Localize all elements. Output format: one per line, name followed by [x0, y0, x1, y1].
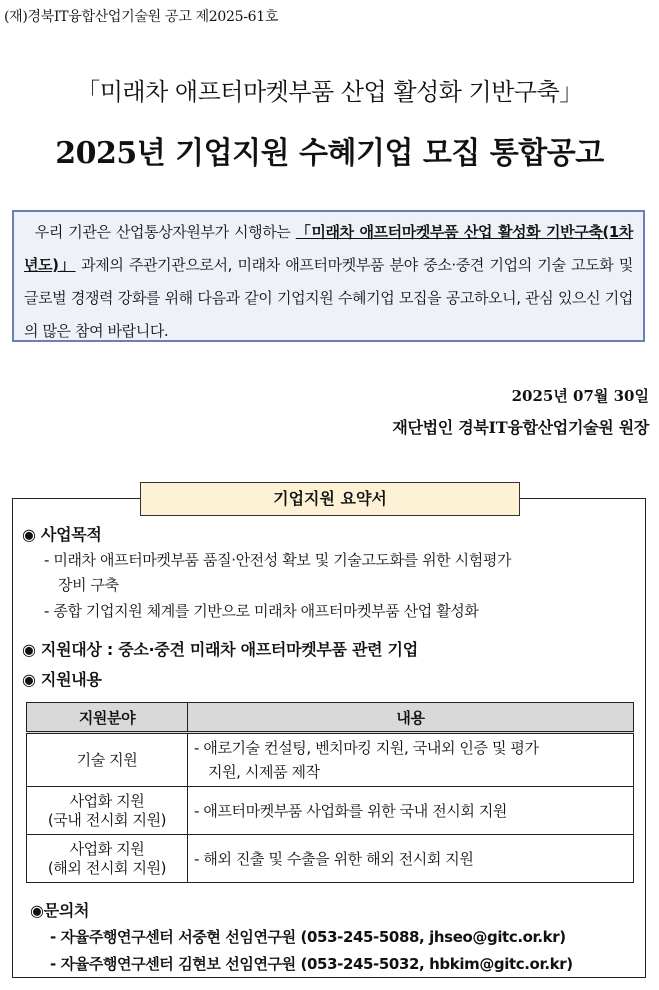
row-description-line: - 애프터마켓부품 사업화를 위한 국내 전시회 지원 [194, 801, 508, 820]
support-target: ◉ 지원대상 : 중소·중견 미래차 애프터마켓부품 관련 기업 [22, 640, 418, 659]
intro-after: 과제의 주관기관으로서, 미래차 애프터마켓부품 분야 중소·중견 기업의 기술 고도화 및 글로벌 경쟁력 강화를 위해 다음과 같이 기업지원 수혜기업 모집을 공고하오니, 관심 있으신 기업의 많은 참여 바랍니다. [24, 256, 633, 340]
row-category-label: 사업화 지원 [69, 839, 145, 858]
title-line-2: 2025년 기업지원 수혜기업 모집 통합공고 [55, 136, 604, 171]
purpose-heading: ◉ 사업목적 [22, 525, 102, 544]
table-row [27, 835, 634, 883]
row-category-sub: (국내 전시회 지원) [47, 810, 167, 829]
issuer: 재단법인 경북IT융합산업기술원 원장 [392, 418, 649, 437]
table-row [27, 787, 634, 835]
notice-number: (재)경북IT융합산업기술원 공고 제2025-61호 [4, 9, 279, 25]
header-category: 지원분야 [27, 703, 188, 733]
row-category [27, 835, 188, 883]
purpose-item-1-cont: 장비 구축 [58, 576, 119, 594]
intro-before: 우리 기관은 산업통상자원부가 시행하는 [34, 223, 296, 241]
summary-title: 기업지원 요약서 [140, 482, 520, 516]
row-description [188, 733, 634, 787]
intro-project-name: 「미래차 애프터마켓부품 산업 활성화 기반구축(1차년도)」 [24, 223, 633, 274]
row-category-label: 사업화 지원 [69, 791, 145, 810]
contact-item-2: - 자율주행연구센터 김현보 선임연구원 (053-245-5032, hbkim@gitc.or.kr) [50, 955, 573, 973]
support-table [26, 702, 634, 883]
row-description-line-cont: 지원, 시제품 제작 [208, 763, 320, 781]
table-header-row [27, 703, 634, 733]
row-description-line: - 애로기술 컨설팅, 벤치마킹 지원, 국내외 인증 및 평가 [194, 739, 539, 757]
support-content-heading: ◉ 지원내용 [22, 670, 102, 689]
row-description-line: - 해외 진출 및 수출을 위한 해외 전시회 지원 [194, 849, 474, 868]
row-category [27, 787, 188, 835]
row-category-sub: (해외 전시회 지원) [47, 858, 167, 877]
contact-heading: ◉문의처 [30, 901, 90, 920]
header-content: 내용 [188, 703, 634, 733]
table-row [27, 733, 634, 787]
title-line-1: 「미래차 애프터마켓부품 산업 활성화 기반구축」 [76, 78, 583, 106]
intro-box [12, 210, 645, 342]
purpose-item-1: - 미래차 애프터마켓부품 품질·안전성 확보 및 기술고도화를 위한 시험평가 [44, 551, 512, 569]
row-category [27, 733, 188, 787]
announcement-date: 2025년 07월 30일 [511, 387, 649, 405]
purpose-item-2: - 종합 기업지원 체계를 기반으로 미래차 애프터마켓부품 산업 활성화 [44, 602, 479, 620]
row-category-label: 기술 지원 [76, 750, 138, 769]
contact-item-1: - 자율주행연구센터 서중현 선임연구원 (053-245-5088, jhseo@gitc.or.kr) [50, 928, 566, 946]
row-description [188, 835, 634, 883]
row-description [188, 787, 634, 835]
